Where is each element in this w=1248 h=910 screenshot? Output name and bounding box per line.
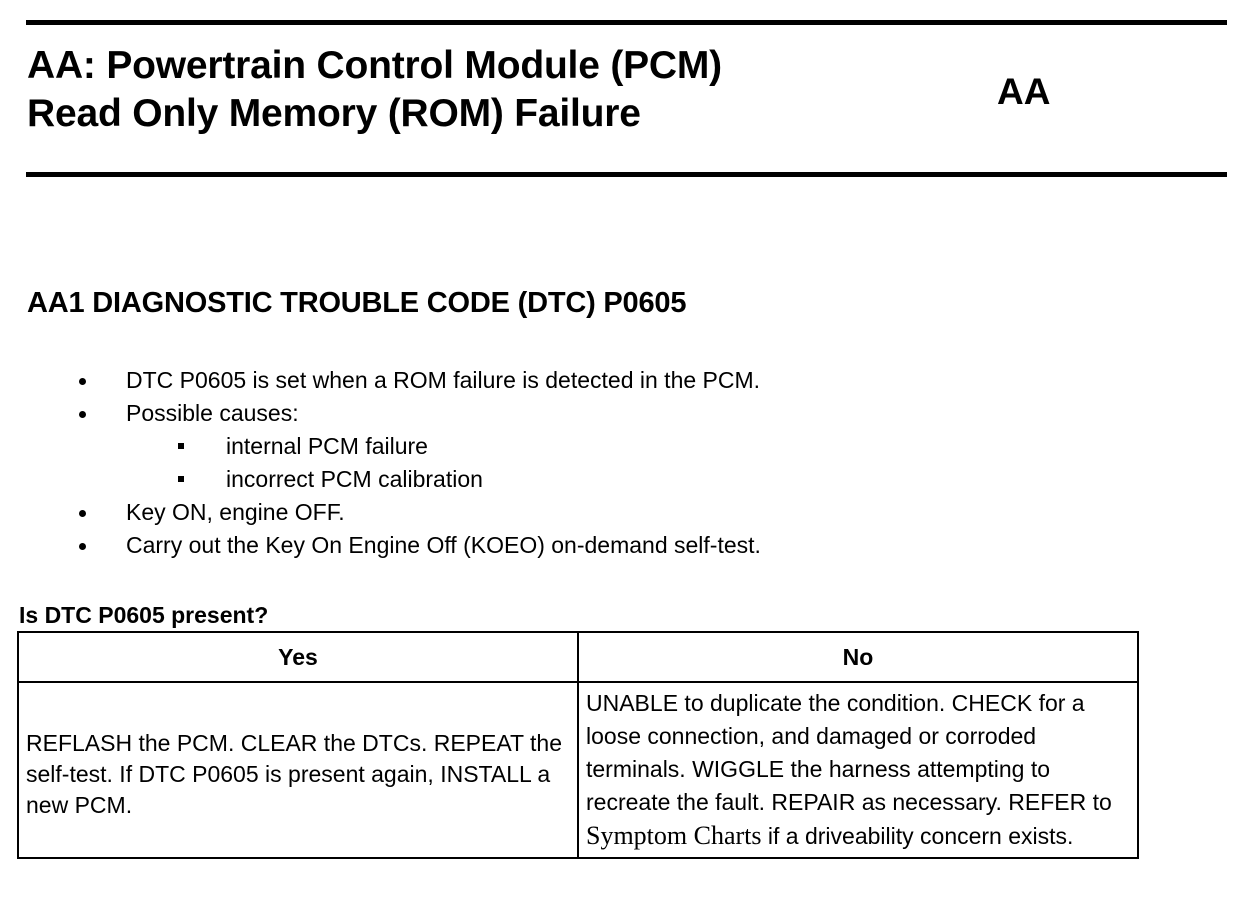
- bullet-item: Possible causes:: [0, 397, 761, 430]
- yes-column-header: Yes: [18, 632, 578, 682]
- table-row: [18, 682, 1138, 858]
- step-bullet-list: [0, 364, 761, 562]
- symptom-charts-reference: Symptom Charts: [586, 821, 762, 850]
- top-rule: [26, 20, 1227, 25]
- page-title-line-2: Read Only Memory (ROM) Failure: [27, 92, 641, 135]
- decision-table: [17, 631, 1139, 859]
- no-action-text: UNABLE to duplicate the condition. CHECK for a loose connection, and damaged or corroded terminals. WIGGLE the harness attempting to recreate the fault. REPAIR as necessary. REFER to: [586, 690, 1112, 815]
- sub-bullet-item: incorrect PCM calibration: [0, 463, 761, 496]
- decision-question: Is DTC P0605 present?: [19, 602, 269, 628]
- bullet-item: Carry out the Key On Engine Off (KOEO) on-demand self-test.: [0, 529, 761, 562]
- sub-bullet-item: internal PCM failure: [0, 430, 761, 463]
- bullet-item: Key ON, engine OFF.: [0, 496, 761, 529]
- yes-action-cell: REFLASH the PCM. CLEAR the DTCs. REPEAT the self-test. If DTC P0605 is present again, INSTALL a new PCM.: [18, 682, 578, 858]
- no-action-text-end: if a driveability concern exists.: [761, 823, 1074, 849]
- no-action-cell: [578, 682, 1138, 858]
- bottom-rule: [26, 172, 1227, 177]
- bullet-item: DTC P0605 is set when a ROM failure is detected in the PCM.: [0, 364, 761, 397]
- page-title-line-1: AA: Powertrain Control Module (PCM): [27, 44, 722, 87]
- section-code: AA: [997, 71, 1051, 112]
- no-column-header: No: [578, 632, 1138, 682]
- step-heading: AA1 DIAGNOSTIC TROUBLE CODE (DTC) P0605: [27, 287, 687, 319]
- page-title: [27, 42, 722, 138]
- table-header-row: [18, 632, 1138, 682]
